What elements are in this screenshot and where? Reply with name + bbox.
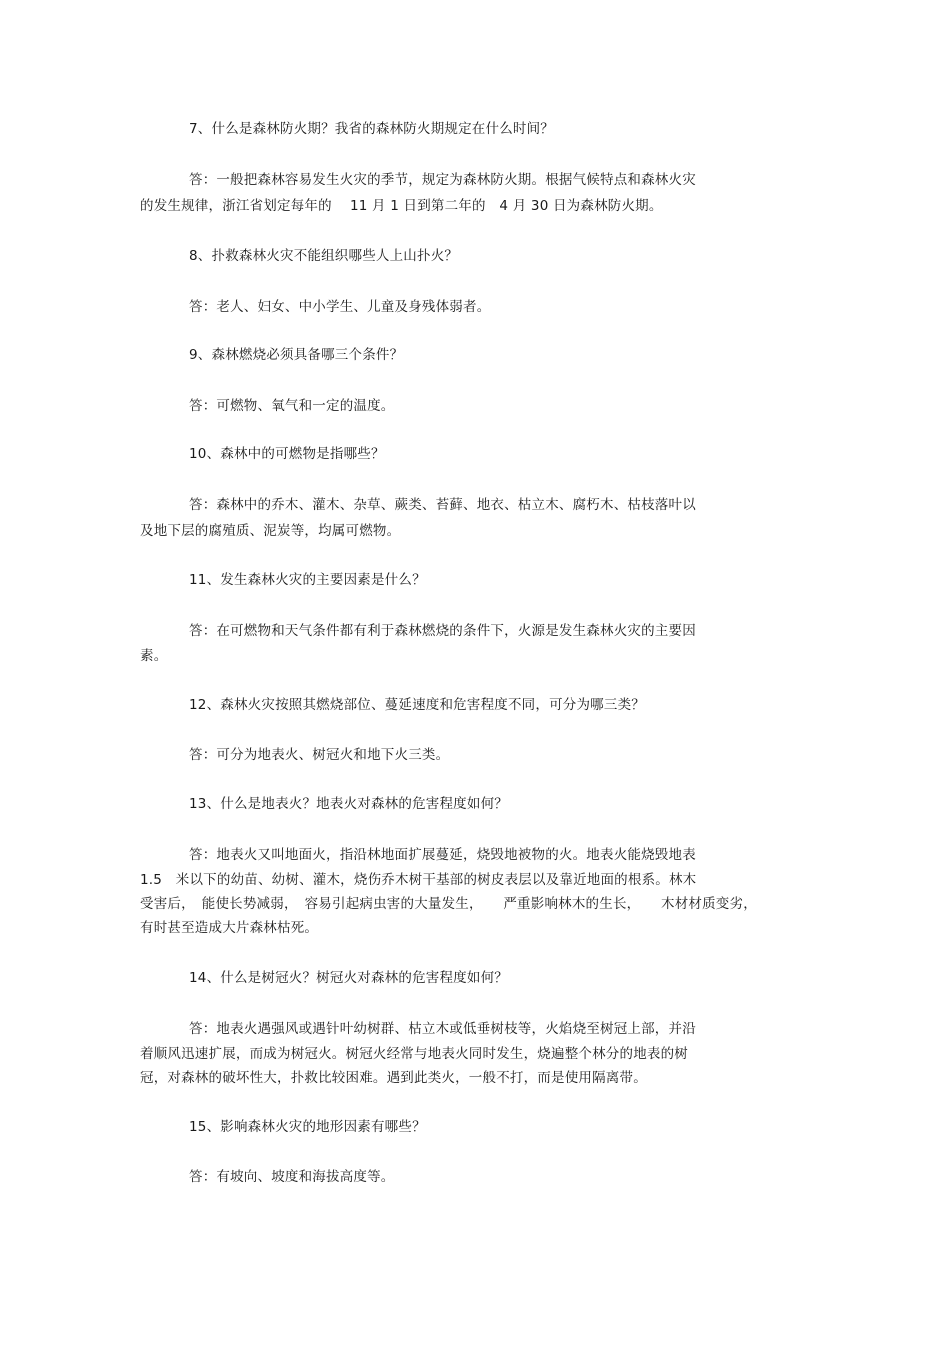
- answer-13-line-4: 有时甚至造成大片森林枯死。: [140, 920, 319, 936]
- answer-10-line-1: 答：森林中的乔木、灌木、杂草、蕨类、苔藓、地衣、枯立木、腐朽木、枯枝落叶以: [189, 497, 696, 513]
- answer-13-line-3: 受害后， 能使长势减弱， 容易引起病虫害的大量发生， 严重影响林木的生长， 木材材质变劣，: [140, 896, 757, 912]
- answer-15-line-1: 答：有坡向、坡度和海拔高度等。: [189, 1169, 395, 1185]
- answer-14-line-1: 答：地表火遇强风或遇针叶幼树群、枯立木或低垂树枝等，火焰烧至树冠上部，并沿: [189, 1021, 696, 1037]
- answer-13-line-2: 1.5 米以下的幼苗、幼树、灌木，烧伤乔木树干基部的树皮表层以及靠近地面的根系。林木: [140, 872, 697, 888]
- question-10: 10、森林中的可燃物是指哪些？: [189, 446, 385, 462]
- question-11: 11、发生森林火灾的主要因素是什么？: [189, 572, 426, 588]
- answer-7-line-1: 答：一般把森林容易发生火灾的季节，规定为森林防火期。根据气候特点和森林火灾: [189, 172, 696, 188]
- answer-14-line-2: 着顺风迅速扩展，而成为树冠火。树冠火经常与地表火同时发生，烧遍整个林分的地表的树: [140, 1046, 688, 1062]
- question-9: 9、森林燃烧必须具备哪三个条件？: [189, 347, 404, 363]
- question-13: 13、什么是地表火？地表火对森林的危害程度如何？: [189, 796, 508, 812]
- answer-13-line-1: 答：地表火又叫地面火，指沿林地面扩展蔓延，烧毁地被物的火。地表火能烧毁地表: [189, 847, 696, 863]
- question-8: 8、扑救森林火灾不能组织哪些人上山扑火？: [189, 248, 459, 264]
- answer-14-line-3: 冠，对森林的破坏性大，扑救比较困难。遇到此类火，一般不打，而是使用隔离带。: [140, 1070, 647, 1086]
- answer-8-line-1: 答：老人、妇女、中小学生、儿童及身残体弱者。: [189, 299, 491, 315]
- answer-11-line-1: 答：在可燃物和天气条件都有利于森林燃烧的条件下，火源是发生森林火灾的主要因: [189, 623, 696, 639]
- question-7: 7、什么是森林防火期？我省的森林防火期规定在什么时间？: [189, 121, 554, 137]
- answer-11-line-2: 素。: [140, 648, 168, 664]
- answer-7-line-2: 的发生规律，浙江省划定每年的 11 月 1 日到第二年的 4 月 30 日为森林防火期。: [140, 198, 663, 214]
- answer-9-line-1: 答：可燃物、氧气和一定的温度。: [189, 398, 395, 414]
- question-14: 14、什么是树冠火？树冠火对森林的危害程度如何？: [189, 970, 508, 986]
- question-15: 15、影响森林火灾的地形因素有哪些？: [189, 1119, 426, 1135]
- answer-12-line-1: 答：可分为地表火、树冠火和地下火三类。: [189, 747, 450, 763]
- answer-10-line-2: 及地下层的腐殖质、泥炭等，均属可燃物。: [140, 523, 401, 539]
- question-12: 12、森林火灾按照其燃烧部位、蔓延速度和危害程度不同，可分为哪三类？: [189, 697, 645, 713]
